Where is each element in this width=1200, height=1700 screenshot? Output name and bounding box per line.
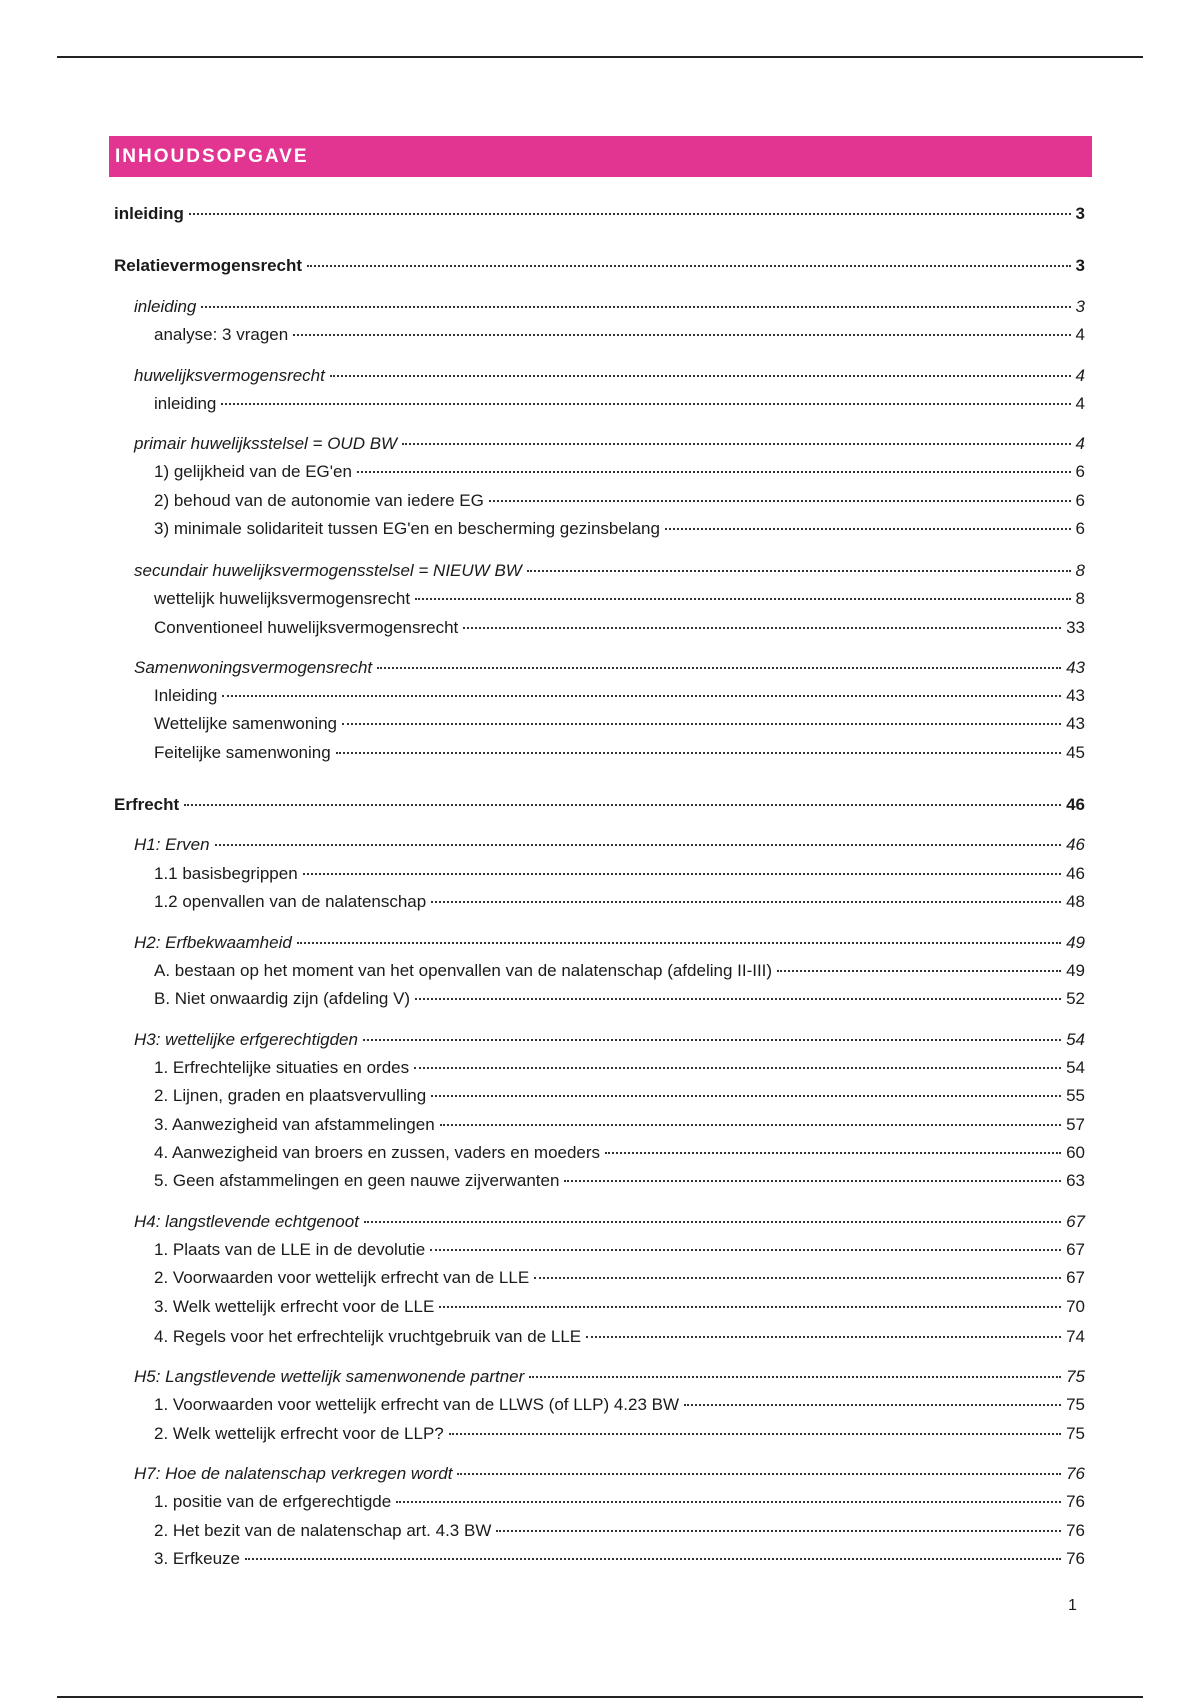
- toc-entry[interactable]: A. bestaan op het moment van het openvallen van de nalatenschap (afdeling II-III) 49: [154, 961, 1085, 980]
- toc-entry[interactable]: H7: Hoe de nalatenschap verkregen wordt 76: [134, 1464, 1085, 1483]
- toc-entry[interactable]: 4. Regels voor het erfrechtelijk vruchtgebruik van de LLE 74: [154, 1327, 1085, 1346]
- toc-title: INHOUDSOPGAVE: [109, 136, 1092, 177]
- toc-entry[interactable]: inleiding 4: [154, 394, 1085, 413]
- toc-entry[interactable]: 5. Geen afstammelingen en geen nauwe zijverwanten 63: [154, 1171, 1085, 1190]
- toc-entry[interactable]: analyse: 3 vragen 4: [154, 325, 1085, 344]
- toc-entry[interactable]: H4: langstlevende echtgenoot 67: [134, 1212, 1085, 1231]
- toc-entry[interactable]: 2. Het bezit van de nalatenschap art. 4.3 BW 76: [154, 1521, 1085, 1540]
- toc-entry[interactable]: 3. Aanwezigheid van afstammelingen 57: [154, 1115, 1085, 1134]
- toc-entry[interactable]: 3) minimale solidariteit tussen EG'en en bescherming gezinsbelang 6: [154, 519, 1085, 538]
- toc-entry[interactable]: 1. Erfrechtelijke situaties en ordes 54: [154, 1058, 1085, 1077]
- toc-entry[interactable]: Wettelijke samenwoning 43: [154, 714, 1085, 733]
- toc-entry[interactable]: B. Niet onwaardig zijn (afdeling V) 52: [154, 989, 1085, 1008]
- toc-entry[interactable]: Feitelijke samenwoning 45: [154, 743, 1085, 762]
- toc-entry[interactable]: 2. Voorwaarden voor wettelijk erfrecht van de LLE 67: [154, 1268, 1085, 1287]
- toc-entry[interactable]: Inleiding 43: [154, 686, 1085, 705]
- toc-entry[interactable]: wettelijk huwelijksvermogensrecht 8: [154, 589, 1085, 608]
- toc-entry[interactable]: Samenwoningsvermogensrecht 43: [134, 658, 1085, 677]
- toc-entry[interactable]: 2. Lijnen, graden en plaatsvervulling 55: [154, 1086, 1085, 1105]
- toc-entry[interactable]: H5: Langstlevende wettelijk samenwonende partner 75: [134, 1367, 1085, 1386]
- toc-entry[interactable]: huwelijksvermogensrecht 4: [134, 366, 1085, 385]
- toc-entry[interactable]: inleiding 3: [134, 297, 1085, 316]
- toc-entry[interactable]: Conventioneel huwelijksvermogensrecht 33: [154, 618, 1085, 637]
- toc-entry[interactable]: 3. Erfkeuze 76: [154, 1549, 1085, 1568]
- toc-entry[interactable]: 1.1 basisbegrippen 46: [154, 864, 1085, 883]
- toc-entry[interactable]: H1: Erven 46: [134, 835, 1085, 854]
- toc-entry[interactable]: primair huwelijksstelsel = OUD BW 4: [134, 434, 1085, 453]
- toc-entry[interactable]: H3: wettelijke erfgerechtigden 54: [134, 1030, 1085, 1049]
- toc-entry[interactable]: 1. Voorwaarden voor wettelijk erfrecht van de LLWS (of LLP) 4.23 BW 75: [154, 1395, 1085, 1414]
- toc-entry[interactable]: inleiding 3: [114, 204, 1085, 223]
- footer-rule: [57, 1696, 1143, 1698]
- toc-entry[interactable]: 1. Plaats van de LLE in de devolutie 67: [154, 1240, 1085, 1259]
- toc-entry[interactable]: H2: Erfbekwaamheid 49: [134, 933, 1085, 952]
- toc-entry[interactable]: secundair huwelijksvermogensstelsel = NIEUW BW 8: [134, 561, 1085, 580]
- toc-entry[interactable]: Erfrecht 46: [114, 795, 1085, 814]
- toc-entry[interactable]: 2) behoud van de autonomie van iedere EG 6: [154, 491, 1085, 510]
- toc-entry[interactable]: 1. positie van de erfgerechtigde 76: [154, 1492, 1085, 1511]
- toc-entry[interactable]: 1.2 openvallen van de nalatenschap 48: [154, 892, 1085, 911]
- toc-entry[interactable]: 1) gelijkheid van de EG'en 6: [154, 462, 1085, 481]
- toc-entry[interactable]: 4. Aanwezigheid van broers en zussen, vaders en moeders 60: [154, 1143, 1085, 1162]
- toc-entry[interactable]: 2. Welk wettelijk erfrecht voor de LLP? 75: [154, 1424, 1085, 1443]
- toc-entry[interactable]: 3. Welk wettelijk erfrecht voor de LLE 70: [154, 1297, 1085, 1316]
- toc-entry[interactable]: Relatievermogensrecht 3: [114, 256, 1085, 275]
- page-number: 1: [1068, 1597, 1077, 1614]
